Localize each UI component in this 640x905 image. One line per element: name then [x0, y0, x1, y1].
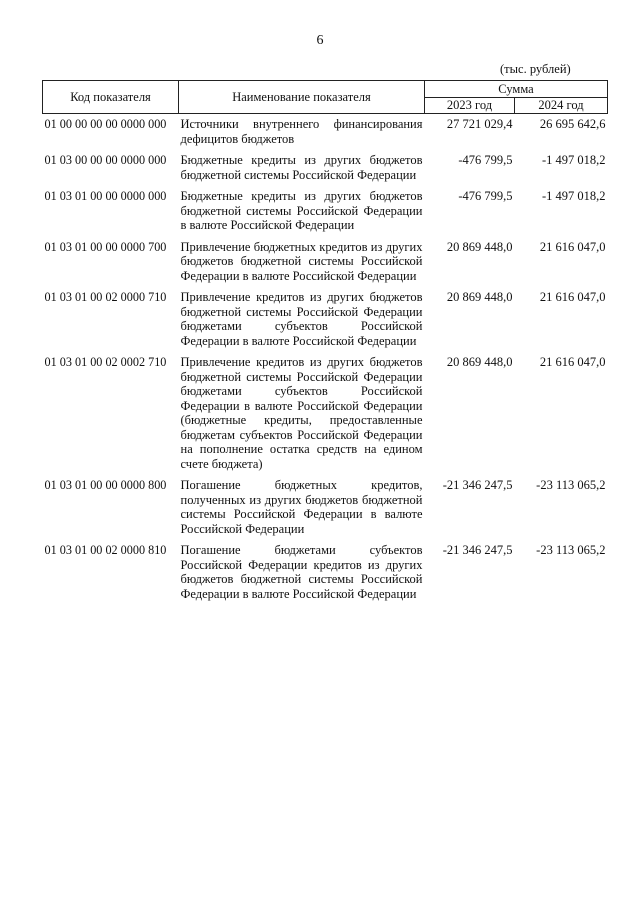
- indicator-code: 01 03 01 00 02 0002 710: [44, 355, 167, 369]
- table-row: [43, 114, 608, 154]
- amount-2023: 27 721 029,4: [446, 117, 513, 131]
- column-header-year-2023: 2023 год: [425, 97, 515, 113]
- indicator-name: Погашение бюджетами субъектов Российской Федерации кредитов из других бюджетов бюджетной системы Российской Федерации в валюте Российской Федерации: [180, 543, 423, 601]
- indicator-code: 01 03 01 00 00 0000 800: [44, 478, 167, 492]
- table-row: [43, 290, 608, 355]
- amount-2024: 26 695 642,6: [539, 117, 606, 131]
- column-header-sum: Сумма: [425, 81, 608, 98]
- page-number: 6: [316, 33, 324, 48]
- indicator-name: Бюджетные кредиты из других бюджетов бюджетной системы Российской Федерации в валюте Российской Федерации: [180, 189, 423, 232]
- budget-sources-table: [42, 80, 608, 608]
- column-header-name: Наименование показателя: [179, 81, 425, 114]
- table-row: [43, 355, 608, 478]
- indicator-code: 01 00 00 00 00 0000 000: [44, 117, 167, 131]
- amount-2024: 21 616 047,0: [539, 239, 606, 254]
- indicator-code: 01 03 01 00 00 0000 000: [44, 189, 167, 203]
- table-row: [43, 240, 608, 291]
- table-row: [43, 543, 608, 608]
- amount-2023: 20 869 448,0: [446, 239, 513, 254]
- indicator-name: Источники внутреннего финансирования дефицитов бюджетов: [180, 117, 423, 146]
- indicator-code: 01 03 00 00 00 0000 000: [44, 153, 167, 167]
- amount-2023: -21 346 247,5: [442, 478, 513, 492]
- indicator-name: Привлечение кредитов из других бюджетов бюджетной системы Российской Федерации бюджетами субъектов Российской Федерации в валюте Российской Федерации: [180, 290, 423, 348]
- amount-2024: -23 113 065,2: [536, 478, 606, 492]
- column-header-code: Код показателя: [43, 81, 179, 114]
- amount-2023: -21 346 247,5: [442, 543, 513, 557]
- amount-2024: 21 616 047,0: [539, 290, 606, 304]
- indicator-name: Привлечение кредитов из других бюджетов бюджетной системы Российской Федерации бюджетами субъектов Российской Федерации в валюте Российской Федерации (бюджетные кредиты, предоставленные бюджетам субъектов Российской Федерации на пополнение остатка средств на едином счете бюджета): [180, 355, 423, 471]
- indicator-name: Привлечение бюджетных кредитов из других бюджетов бюджетной системы Российской Федерации в валюте Российской Федерации: [180, 239, 423, 283]
- indicator-code: 01 03 01 00 02 0000 710: [44, 290, 167, 304]
- indicator-code: 01 03 01 00 00 0000 700: [44, 239, 167, 254]
- amount-2024: 21 616 047,0: [539, 355, 606, 369]
- amount-2023: -476 799,5: [458, 153, 513, 167]
- table-row: [43, 189, 608, 240]
- indicator-name: Погашение бюджетных кредитов, полученных из других бюджетов бюджетной системы Российской Федерации в валюте Российской Федерации: [180, 478, 423, 536]
- table-row: [43, 478, 608, 543]
- indicator-name: Бюджетные кредиты из других бюджетов бюджетной системы Российской Федерации: [180, 153, 423, 182]
- amount-2023: -476 799,5: [458, 189, 513, 203]
- amount-2024: -23 113 065,2: [536, 543, 606, 557]
- amount-2024: -1 497 018,2: [541, 153, 606, 167]
- units-note: (тыс. рублей): [500, 62, 571, 76]
- amount-2024: -1 497 018,2: [541, 189, 606, 203]
- amount-2023: 20 869 448,0: [446, 355, 513, 369]
- column-header-year-2024: 2024 год: [515, 97, 608, 113]
- table-row: [43, 153, 608, 189]
- amount-2023: 20 869 448,0: [446, 290, 513, 304]
- indicator-code: 01 03 01 00 02 0000 810: [44, 543, 167, 557]
